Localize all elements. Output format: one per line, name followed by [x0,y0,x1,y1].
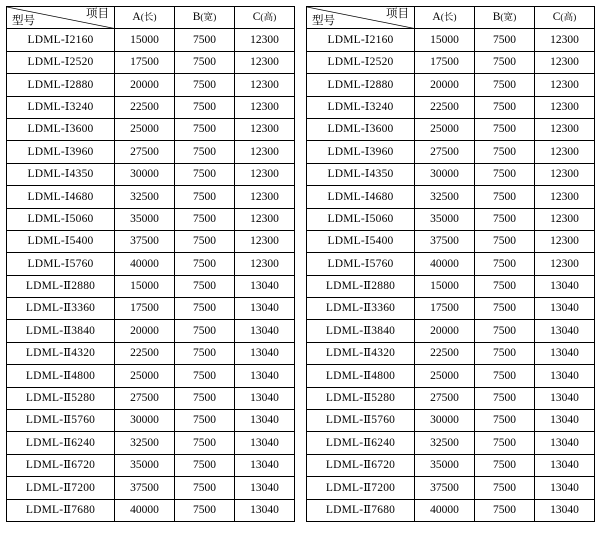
cell-a: 22500 [415,342,475,364]
header-item-label: 项目 [386,8,409,20]
cell-b: 7500 [175,253,235,275]
header-corner-cell [307,7,415,29]
cell-b: 7500 [475,118,535,140]
table-row [307,186,595,208]
cell-c: 13040 [535,275,595,297]
cell-a: 15000 [415,29,475,51]
cell-a: 32500 [415,186,475,208]
header-col-c-letter: C [552,11,561,24]
cell-c: 12300 [535,51,595,73]
cell-model: LDML-Ⅰ5060 [307,208,415,230]
cell-a: 20000 [115,74,175,96]
cell-c: 12300 [235,163,295,185]
cell-b: 7500 [175,410,235,432]
cell-b: 7500 [475,499,535,521]
table-row [7,29,295,51]
cell-model: LDML-Ⅱ7200 [307,477,415,499]
cell-c: 12300 [235,96,295,118]
cell-c: 12300 [235,74,295,96]
cell-model: LDML-Ⅰ2520 [307,51,415,73]
table-row [307,163,595,185]
cell-a: 27500 [415,141,475,163]
cell-model: LDML-Ⅰ5760 [7,253,115,275]
table-row [7,477,295,499]
cell-model: LDML-Ⅰ2160 [307,29,415,51]
header-col-c [235,7,295,29]
cell-model: LDML-Ⅱ4800 [7,365,115,387]
table-row [7,365,295,387]
cell-a: 25000 [115,118,175,140]
header-col-a [115,7,175,29]
table-row [307,387,595,409]
cell-a: 35000 [415,208,475,230]
cell-model: LDML-Ⅰ4350 [7,163,115,185]
table-row [7,230,295,252]
cell-b: 7500 [475,253,535,275]
header-col-c-sub: (高) [260,13,277,24]
cell-model: LDML-Ⅰ5060 [7,208,115,230]
cell-model: LDML-Ⅰ4680 [7,186,115,208]
cell-a: 40000 [415,253,475,275]
cell-model: LDML-Ⅰ3240 [7,96,115,118]
cell-a: 32500 [415,432,475,454]
cell-c: 12300 [535,186,595,208]
cell-a: 35000 [115,454,175,476]
cell-b: 7500 [475,230,535,252]
spec-table-left [6,6,295,522]
cell-model: LDML-Ⅱ3360 [307,298,415,320]
header-col-b-sub: (宽) [200,13,217,24]
table-row [307,410,595,432]
cell-c: 13040 [535,387,595,409]
table-row [307,365,595,387]
cell-model: LDML-Ⅱ5280 [307,387,415,409]
table-row [7,432,295,454]
cell-b: 7500 [175,74,235,96]
table-row [7,275,295,297]
cell-b: 7500 [175,230,235,252]
table-row [7,96,295,118]
header-col-b-letter: B [492,11,501,24]
cell-model: LDML-Ⅰ2880 [7,74,115,96]
table-row [307,96,595,118]
cell-c: 13040 [235,320,295,342]
header-corner-cell [7,7,115,29]
table-row [307,432,595,454]
cell-a: 25000 [115,365,175,387]
cell-b: 7500 [475,163,535,185]
table-header-row [307,7,595,29]
cell-b: 7500 [475,298,535,320]
table-row [7,253,295,275]
cell-b: 7500 [175,29,235,51]
cell-b: 7500 [475,74,535,96]
table-row [307,477,595,499]
table-row [307,29,595,51]
cell-c: 13040 [535,320,595,342]
cell-c: 12300 [235,118,295,140]
cell-a: 40000 [115,253,175,275]
cell-c: 12300 [535,163,595,185]
cell-c: 13040 [235,454,295,476]
table-row [7,118,295,140]
table-row [307,208,595,230]
table-row [7,342,295,364]
table-row [7,298,295,320]
cell-c: 13040 [235,499,295,521]
cell-b: 7500 [475,51,535,73]
cell-c: 12300 [235,186,295,208]
cell-a: 22500 [115,96,175,118]
cell-c: 13040 [535,477,595,499]
cell-c: 12300 [235,29,295,51]
cell-a: 15000 [115,275,175,297]
table-header [7,7,295,29]
cell-b: 7500 [475,410,535,432]
cell-c: 13040 [235,387,295,409]
table-row [307,51,595,73]
table-header [307,7,595,29]
cell-model: LDML-Ⅰ5400 [307,230,415,252]
table-row [7,186,295,208]
cell-b: 7500 [175,118,235,140]
cell-b: 7500 [475,432,535,454]
table-row [307,298,595,320]
cell-model: LDML-Ⅱ4320 [7,342,115,364]
cell-b: 7500 [475,387,535,409]
cell-a: 32500 [115,432,175,454]
table-row [7,163,295,185]
spec-table-right-wrapper [306,6,594,529]
cell-b: 7500 [175,208,235,230]
cell-c: 12300 [535,141,595,163]
table-row [7,387,295,409]
table-row [307,320,595,342]
cell-b: 7500 [175,320,235,342]
cell-b: 7500 [175,298,235,320]
cell-model: LDML-Ⅰ3960 [307,141,415,163]
cell-a: 27500 [415,387,475,409]
cell-model: LDML-Ⅱ2880 [7,275,115,297]
cell-c: 12300 [235,230,295,252]
cell-model: LDML-Ⅰ2160 [7,29,115,51]
cell-a: 40000 [415,499,475,521]
cell-a: 20000 [415,74,475,96]
cell-c: 13040 [535,454,595,476]
cell-model: LDML-Ⅱ4320 [307,342,415,364]
cell-c: 12300 [535,96,595,118]
cell-a: 37500 [415,477,475,499]
cell-a: 35000 [115,208,175,230]
table-row [7,410,295,432]
cell-c: 13040 [235,298,295,320]
cell-a: 25000 [415,365,475,387]
table-row [307,342,595,364]
cell-b: 7500 [175,342,235,364]
table-row [7,454,295,476]
header-col-a [415,7,475,29]
cell-b: 7500 [175,432,235,454]
cell-c: 13040 [235,365,295,387]
table-row [7,320,295,342]
cell-a: 17500 [115,298,175,320]
cell-a: 27500 [115,387,175,409]
header-col-b [175,7,235,29]
cell-model: LDML-Ⅱ4800 [307,365,415,387]
table-row [307,141,595,163]
header-col-b-sub: (宽) [500,13,517,24]
table-row [307,74,595,96]
cell-model: LDML-Ⅱ3360 [7,298,115,320]
cell-a: 37500 [115,477,175,499]
cell-model: LDML-Ⅱ6720 [7,454,115,476]
cell-model: LDML-Ⅱ6240 [307,432,415,454]
cell-c: 13040 [235,410,295,432]
cell-c: 12300 [535,230,595,252]
cell-a: 15000 [115,29,175,51]
cell-a: 35000 [415,454,475,476]
table-row [7,74,295,96]
cell-model: LDML-Ⅱ7200 [7,477,115,499]
cell-model: LDML-Ⅱ2880 [307,275,415,297]
cell-a: 15000 [415,275,475,297]
cell-c: 12300 [535,74,595,96]
cell-a: 32500 [115,186,175,208]
header-col-a-letter: A [432,11,441,24]
cell-b: 7500 [175,365,235,387]
cell-b: 7500 [175,186,235,208]
cell-c: 12300 [235,141,295,163]
cell-b: 7500 [475,454,535,476]
cell-model: LDML-Ⅱ3840 [7,320,115,342]
table-row [307,230,595,252]
header-col-c-letter: C [252,11,261,24]
cell-c: 12300 [535,118,595,140]
cell-a: 22500 [115,342,175,364]
cell-b: 7500 [175,454,235,476]
header-model-label: 型号 [12,14,35,27]
table-row [7,208,295,230]
cell-b: 7500 [475,29,535,51]
cell-c: 13040 [535,499,595,521]
header-col-a-sub: (长) [440,13,457,24]
table-row [307,118,595,140]
cell-c: 12300 [535,253,595,275]
cell-a: 25000 [415,118,475,140]
table-body-left [7,29,295,522]
table-header-row [7,7,295,29]
cell-model: LDML-Ⅱ6240 [7,432,115,454]
table-row [307,275,595,297]
cell-model: LDML-Ⅱ3840 [307,320,415,342]
cell-c: 12300 [235,253,295,275]
cell-model: LDML-Ⅱ5760 [307,410,415,432]
table-row [7,51,295,73]
cell-c: 13040 [235,477,295,499]
cell-model: LDML-Ⅰ3240 [307,96,415,118]
cell-c: 13040 [235,342,295,364]
header-col-a-letter: A [132,11,141,24]
header-col-b-letter: B [192,11,201,24]
header-col-c-sub: (高) [560,13,577,24]
cell-a: 20000 [415,320,475,342]
cell-b: 7500 [475,320,535,342]
cell-b: 7500 [475,477,535,499]
cell-b: 7500 [175,163,235,185]
spec-table-right [306,6,595,522]
cell-a: 17500 [415,298,475,320]
cell-model: LDML-Ⅰ3600 [307,118,415,140]
cell-a: 30000 [415,163,475,185]
cell-a: 22500 [415,96,475,118]
cell-a: 17500 [115,51,175,73]
cell-b: 7500 [175,51,235,73]
cell-model: LDML-Ⅰ2880 [307,74,415,96]
header-model-label: 型号 [312,14,335,27]
cell-a: 37500 [115,230,175,252]
cell-b: 7500 [475,141,535,163]
cell-b: 7500 [175,96,235,118]
cell-b: 7500 [475,275,535,297]
table-row [307,253,595,275]
table-row [7,141,295,163]
cell-b: 7500 [475,365,535,387]
cell-model: LDML-Ⅱ7680 [307,499,415,521]
cell-a: 40000 [115,499,175,521]
cell-c: 13040 [535,298,595,320]
cell-b: 7500 [175,499,235,521]
cell-c: 13040 [535,410,595,432]
cell-c: 12300 [235,208,295,230]
table-row [307,454,595,476]
cell-a: 30000 [415,410,475,432]
cell-b: 7500 [475,208,535,230]
cell-b: 7500 [175,141,235,163]
cell-model: LDML-Ⅰ2520 [7,51,115,73]
cell-model: LDML-Ⅱ5760 [7,410,115,432]
cell-c: 12300 [535,208,595,230]
cell-c: 13040 [535,342,595,364]
cell-b: 7500 [475,342,535,364]
cell-c: 13040 [235,432,295,454]
cell-c: 13040 [535,365,595,387]
cell-b: 7500 [475,186,535,208]
cell-a: 30000 [115,410,175,432]
cell-a: 20000 [115,320,175,342]
cell-b: 7500 [475,96,535,118]
cell-a: 27500 [115,141,175,163]
cell-model: LDML-Ⅰ5760 [307,253,415,275]
cell-a: 37500 [415,230,475,252]
cell-model: LDML-Ⅰ4350 [307,163,415,185]
header-col-b [475,7,535,29]
cell-c: 12300 [535,29,595,51]
cell-model: LDML-Ⅱ6720 [307,454,415,476]
cell-model: LDML-Ⅰ3960 [7,141,115,163]
header-item-label: 项目 [86,8,109,20]
header-col-c [535,7,595,29]
table-row [307,499,595,521]
cell-b: 7500 [175,275,235,297]
cell-a: 30000 [115,163,175,185]
cell-model: LDML-Ⅱ5280 [7,387,115,409]
table-row [7,499,295,521]
cell-a: 17500 [415,51,475,73]
table-body-right [307,29,595,522]
cell-c: 12300 [235,51,295,73]
cell-b: 7500 [175,387,235,409]
cell-model: LDML-Ⅰ4680 [307,186,415,208]
header-col-a-sub: (长) [140,13,157,24]
cell-model: LDML-Ⅰ5400 [7,230,115,252]
cell-model: LDML-Ⅱ7680 [7,499,115,521]
cell-c: 13040 [535,432,595,454]
cell-c: 13040 [235,275,295,297]
cell-model: LDML-Ⅰ3600 [7,118,115,140]
cell-b: 7500 [175,477,235,499]
spec-table-left-wrapper [6,6,294,529]
